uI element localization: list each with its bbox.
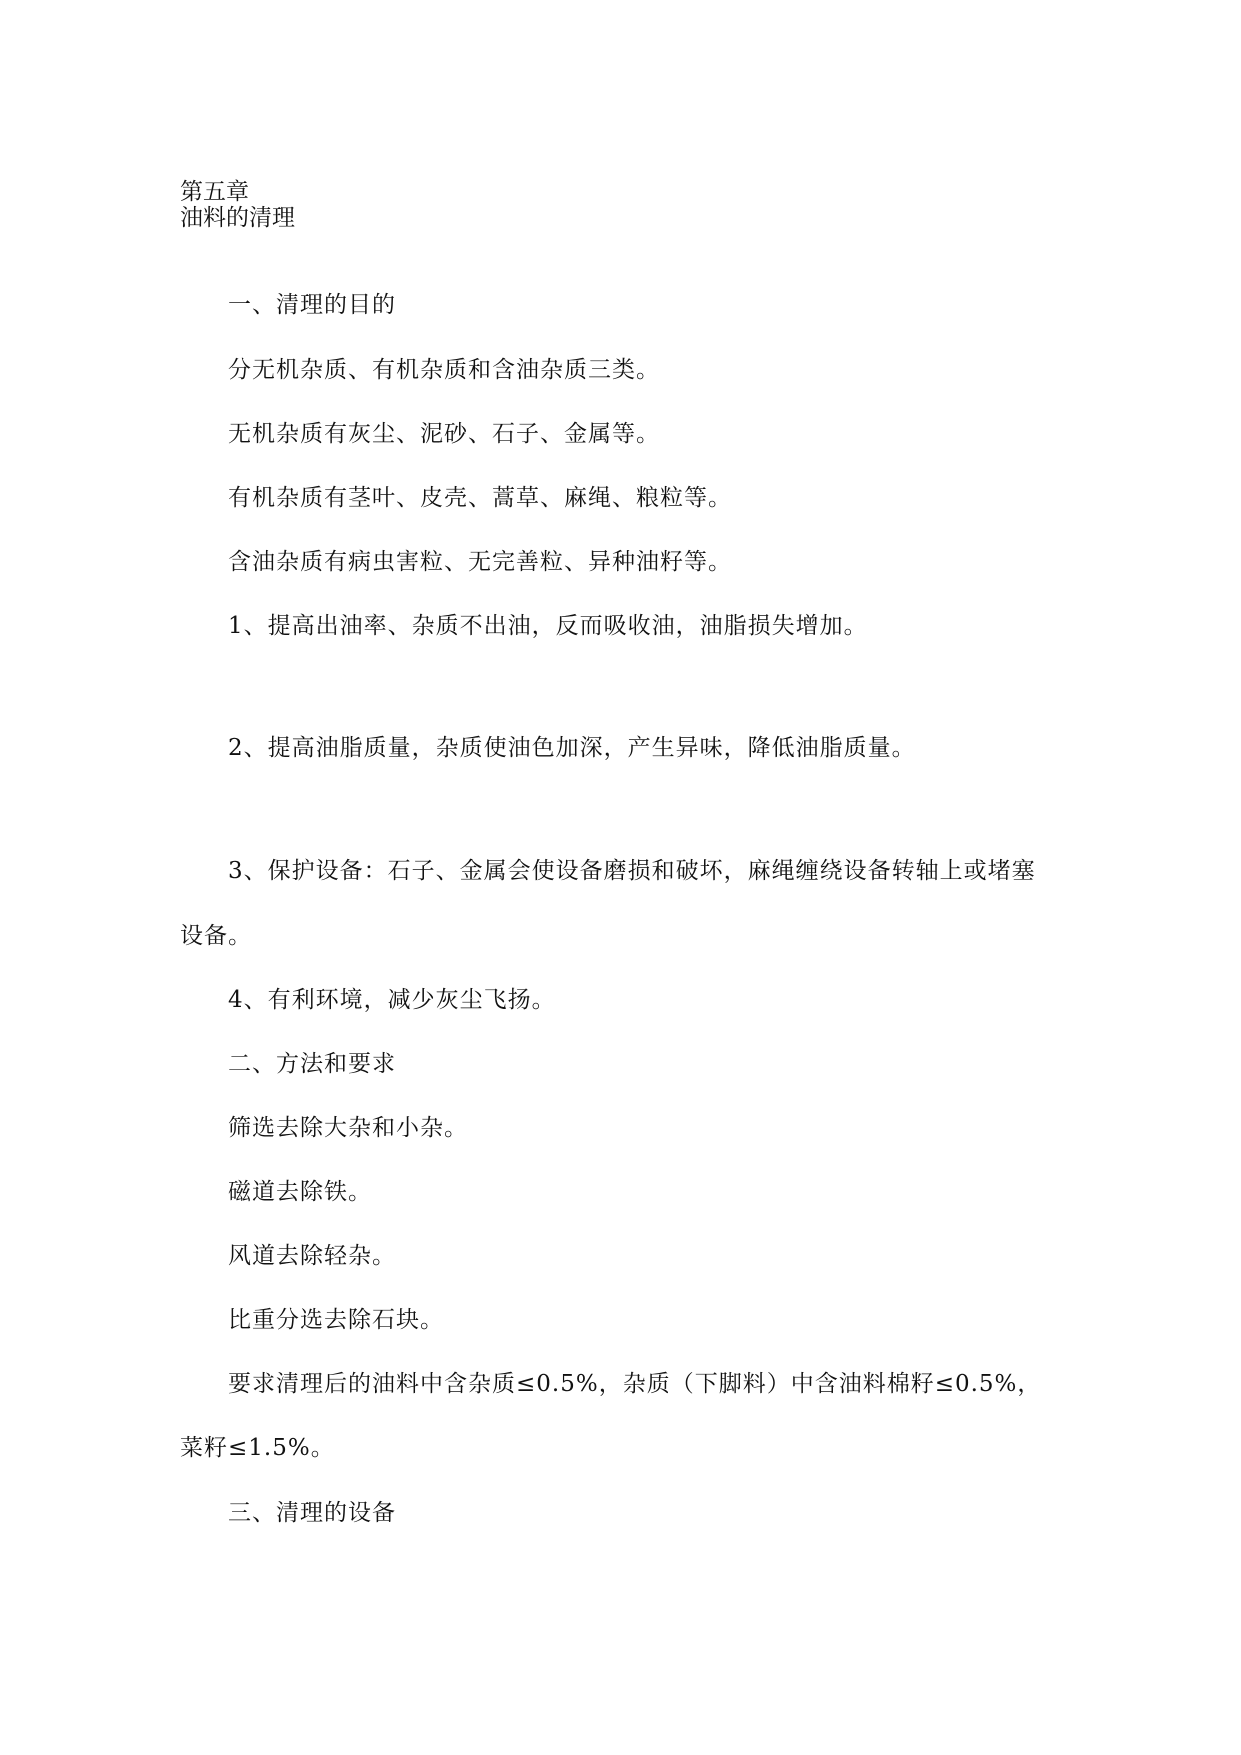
paragraph-inorganic: 无机杂质有灰尘、泥砂、石子、金属等。: [228, 421, 660, 447]
paragraph-point-1: 1、提高出油率、杂质不出油，反而吸收油，油脂损失增加。: [228, 613, 868, 639]
chapter-title: 油料的清理: [180, 205, 295, 231]
paragraph-requirement-line-1: 要求清理后的油料中含杂质≤0.5%，杂质（下脚料）中含油料棉籽≤0.5%，: [228, 1371, 1042, 1397]
paragraph-point-4: 4、有利环境，减少灰尘飞扬。: [228, 987, 556, 1013]
paragraph-oily: 含油杂质有病虫害粒、无完善粒、异种油籽等。: [228, 549, 732, 575]
paragraph-organic: 有机杂质有茎叶、皮壳、蒿草、麻绳、粮粒等。: [228, 485, 732, 511]
paragraph-method-gravity: 比重分选去除石块。: [228, 1307, 444, 1333]
paragraph-point-2: 2、提高油脂质量，杂质使油色加深，产生异味，降低油脂质量。: [228, 735, 916, 761]
section-heading-methods: 二、方法和要求: [228, 1051, 396, 1077]
paragraph-requirement-line-2: 菜籽≤1.5%。: [180, 1435, 335, 1461]
paragraph-method-magnetic: 磁道去除铁。: [228, 1179, 372, 1205]
paragraph-impurity-types: 分无机杂质、有机杂质和含油杂质三类。: [228, 357, 660, 383]
paragraph-point-3-line-1: 3、保护设备：石子、金属会使设备磨损和破坏，麻绳缠绕设备转轴上或堵塞: [228, 858, 1036, 884]
section-heading-purpose: 一、清理的目的: [228, 292, 396, 318]
paragraph-method-screening: 筛选去除大杂和小杂。: [228, 1115, 468, 1141]
chapter-number: 第五章: [180, 179, 249, 205]
paragraph-point-3-line-2: 设备。: [180, 923, 252, 949]
section-heading-equipment: 三、清理的设备: [228, 1500, 396, 1526]
paragraph-method-air: 风道去除轻杂。: [228, 1243, 396, 1269]
